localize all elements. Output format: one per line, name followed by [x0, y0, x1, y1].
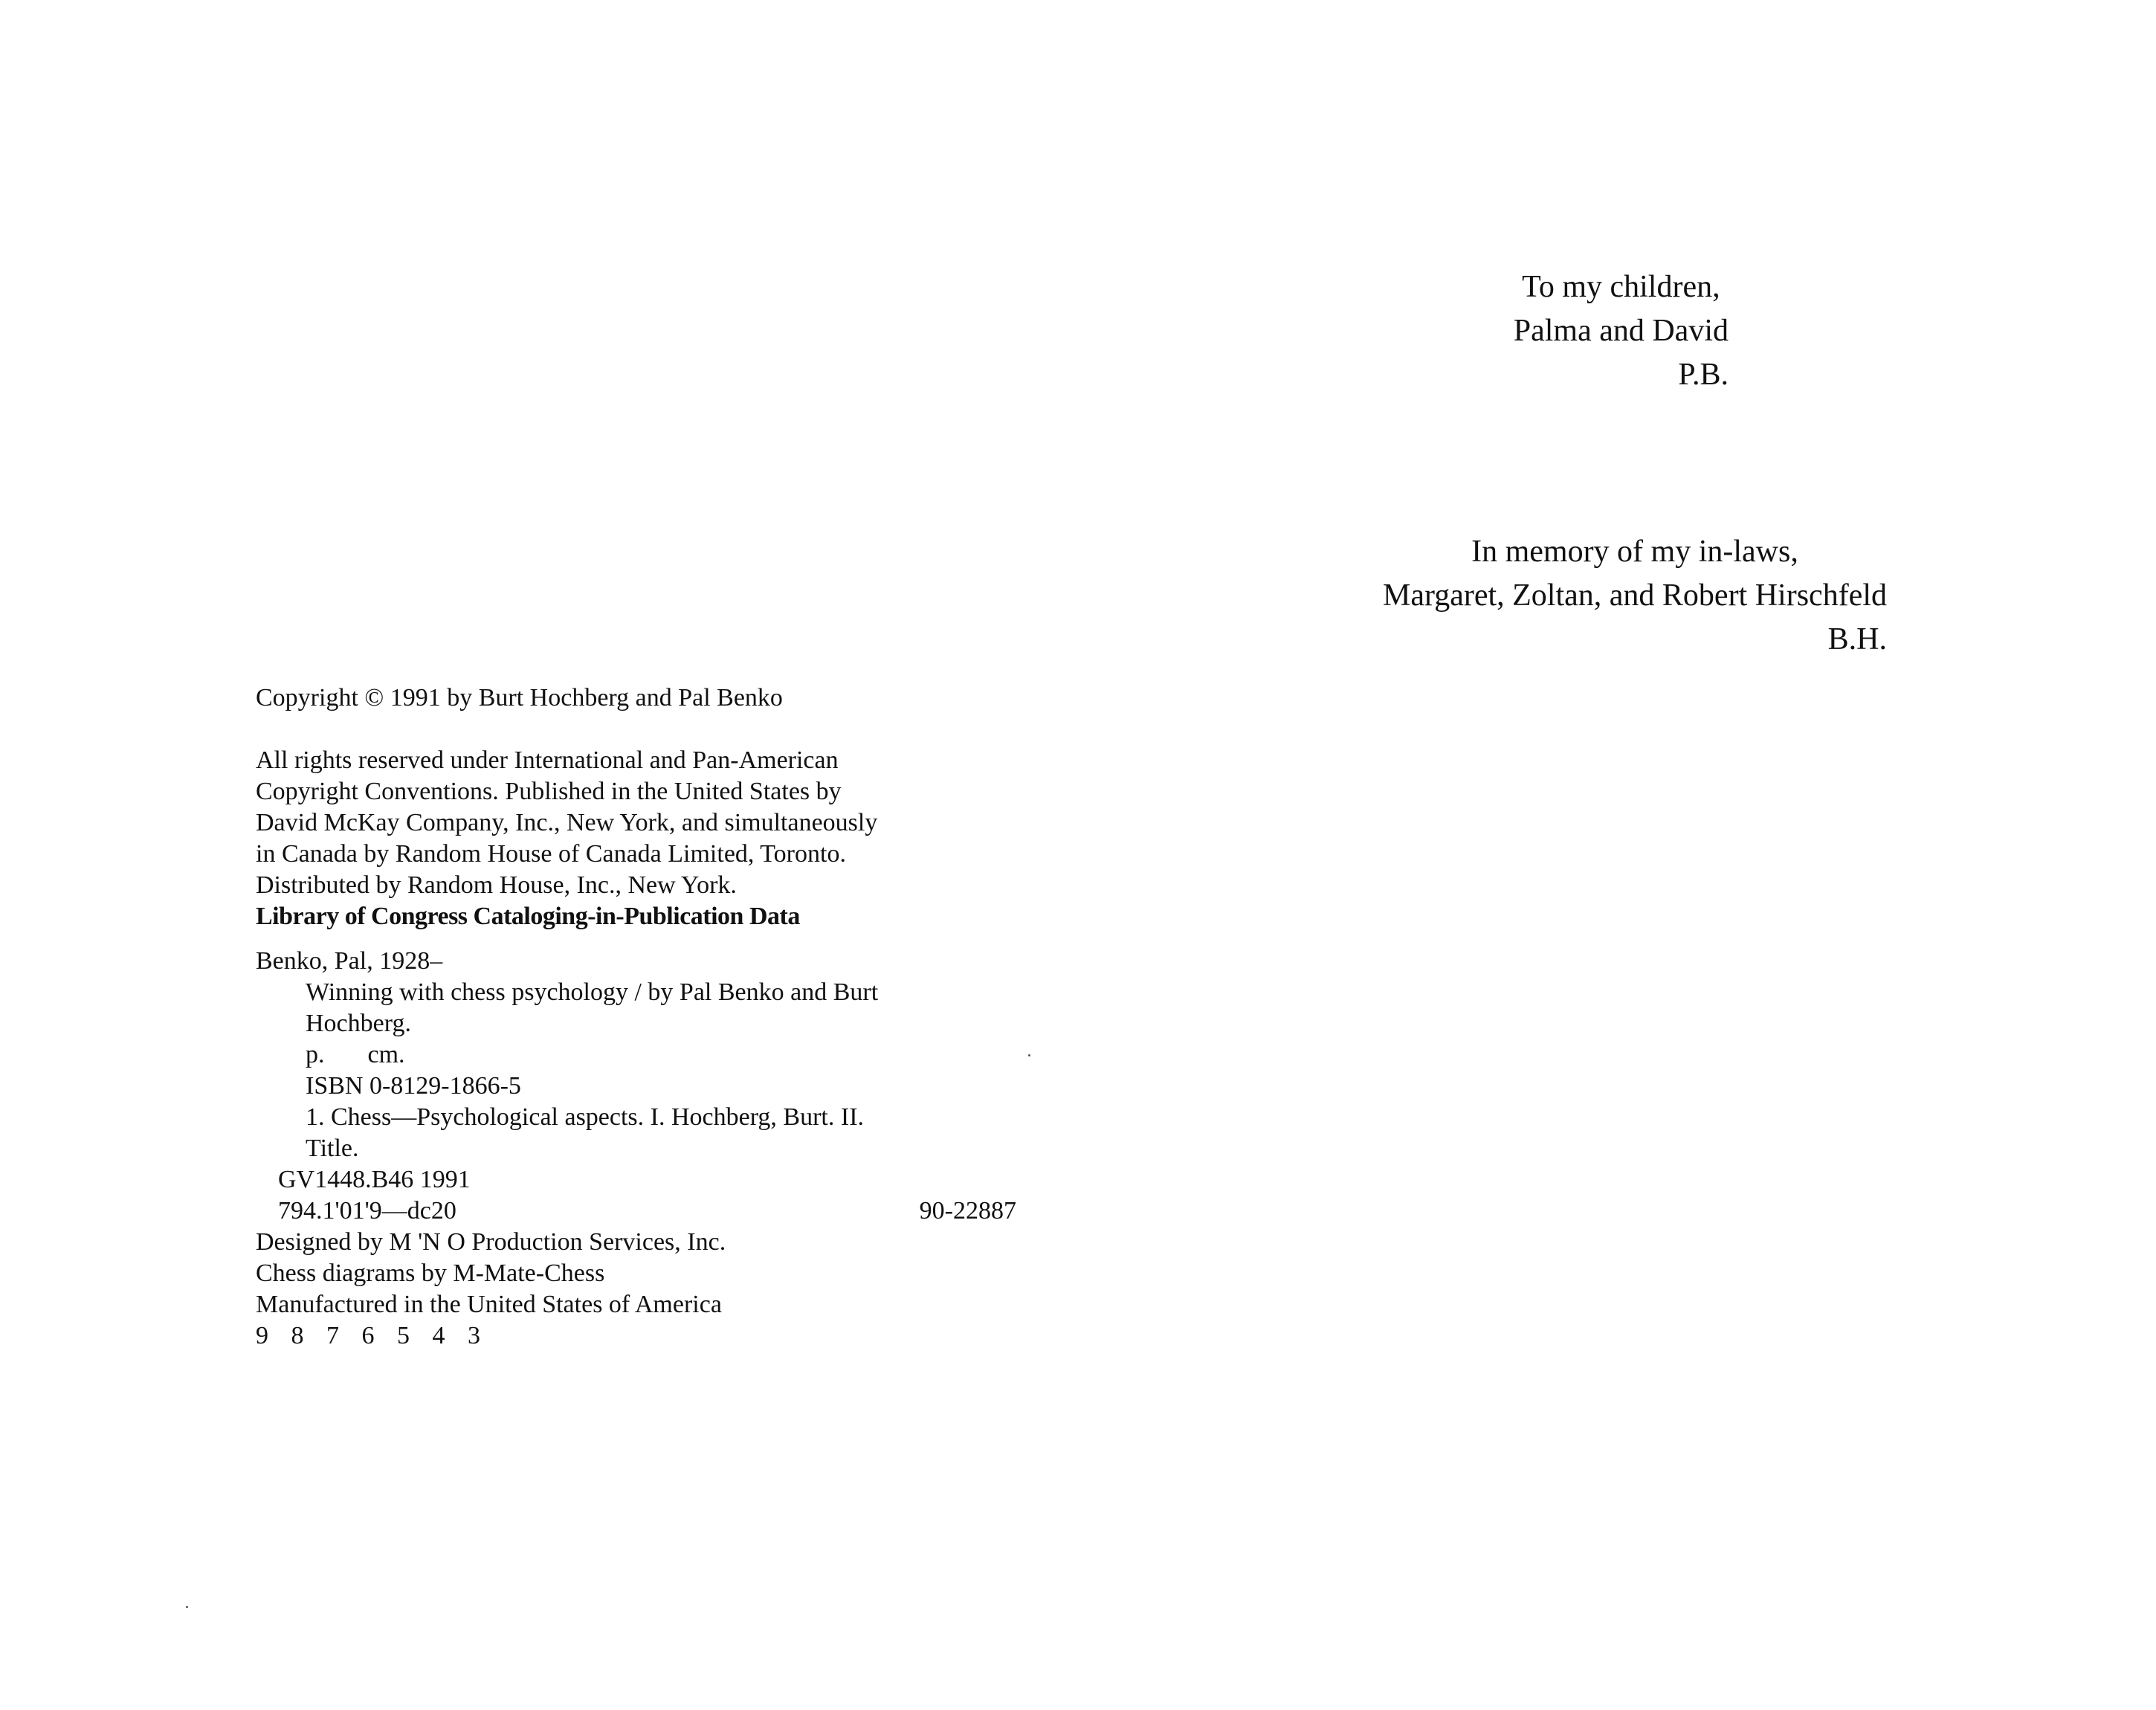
- cip-lc-class: GV1448.B46 1991: [278, 1166, 471, 1193]
- dedication-line: To my children,: [1522, 270, 1720, 304]
- dedication-initials: B.H.: [1827, 622, 1887, 656]
- copyright-notice: Copyright © 1991 by Burt Hochberg and Pal Benko: [256, 684, 783, 712]
- dedication-initials: P.B.: [1678, 358, 1729, 392]
- printing-line: 9 8 7 6 5 4 3: [256, 1322, 482, 1349]
- cip-title-line: Hochberg.: [306, 1010, 411, 1037]
- cip-record: [256, 946, 1036, 1227]
- cip-lccn: 90-22887: [919, 1197, 1016, 1225]
- cip-subject-line: 1. Chess—Psychological aspects. I. Hochberg, Burt. II.: [306, 1103, 865, 1131]
- cip-heading: Library of Congress Cataloging-in-Publication Data: [256, 903, 800, 930]
- cip-size: cm.: [367, 1041, 405, 1068]
- dedication-line: In memory of my in-laws,: [1471, 535, 1798, 569]
- dedication-line: Margaret, Zoltan, and Robert Hirschfeld: [1382, 578, 1887, 613]
- scan-speck: [186, 1606, 188, 1608]
- cip-title-line: Winning with chess psychology / by Pal Benko and Burt: [306, 978, 879, 1006]
- cip-isbn: ISBN 0-8129-1866-5: [306, 1072, 521, 1100]
- rights-statement: [256, 745, 1036, 901]
- dedication-children: [1514, 265, 1729, 397]
- dedication-in-laws: [1383, 530, 1887, 662]
- copyright-page: [256, 683, 1036, 1352]
- rights-line: All rights reserved under International and Pan-American: [256, 746, 839, 774]
- cip-author: Benko, Pal, 1928–: [256, 947, 443, 975]
- designer-credit: Designed by M 'N O Production Services, Inc.: [256, 1228, 726, 1256]
- diagrams-credit: Chess diagrams by M-Mate-Chess: [256, 1259, 605, 1287]
- cip-dewey: 794.1'01'9—dc20: [278, 1197, 456, 1225]
- cip-subject-line: Title.: [306, 1135, 359, 1162]
- rights-line: David McKay Company, Inc., New York, and simultaneously: [256, 809, 878, 836]
- rights-line: Distributed by Random House, Inc., New York.: [256, 871, 737, 899]
- rights-line: in Canada by Random House of Canada Limited, Toronto.: [256, 840, 846, 868]
- manufacture-statement: Manufactured in the United States of America: [256, 1291, 722, 1318]
- cip-dewey-row: [256, 1196, 1016, 1227]
- cip-pages: p.: [306, 1041, 325, 1068]
- dedication-line: Palma and David: [1513, 314, 1729, 348]
- scan-speck: [1028, 1054, 1030, 1056]
- rights-line: Copyright Conventions. Published in the United States by: [256, 778, 842, 805]
- cip-physical-description: [256, 1039, 1036, 1071]
